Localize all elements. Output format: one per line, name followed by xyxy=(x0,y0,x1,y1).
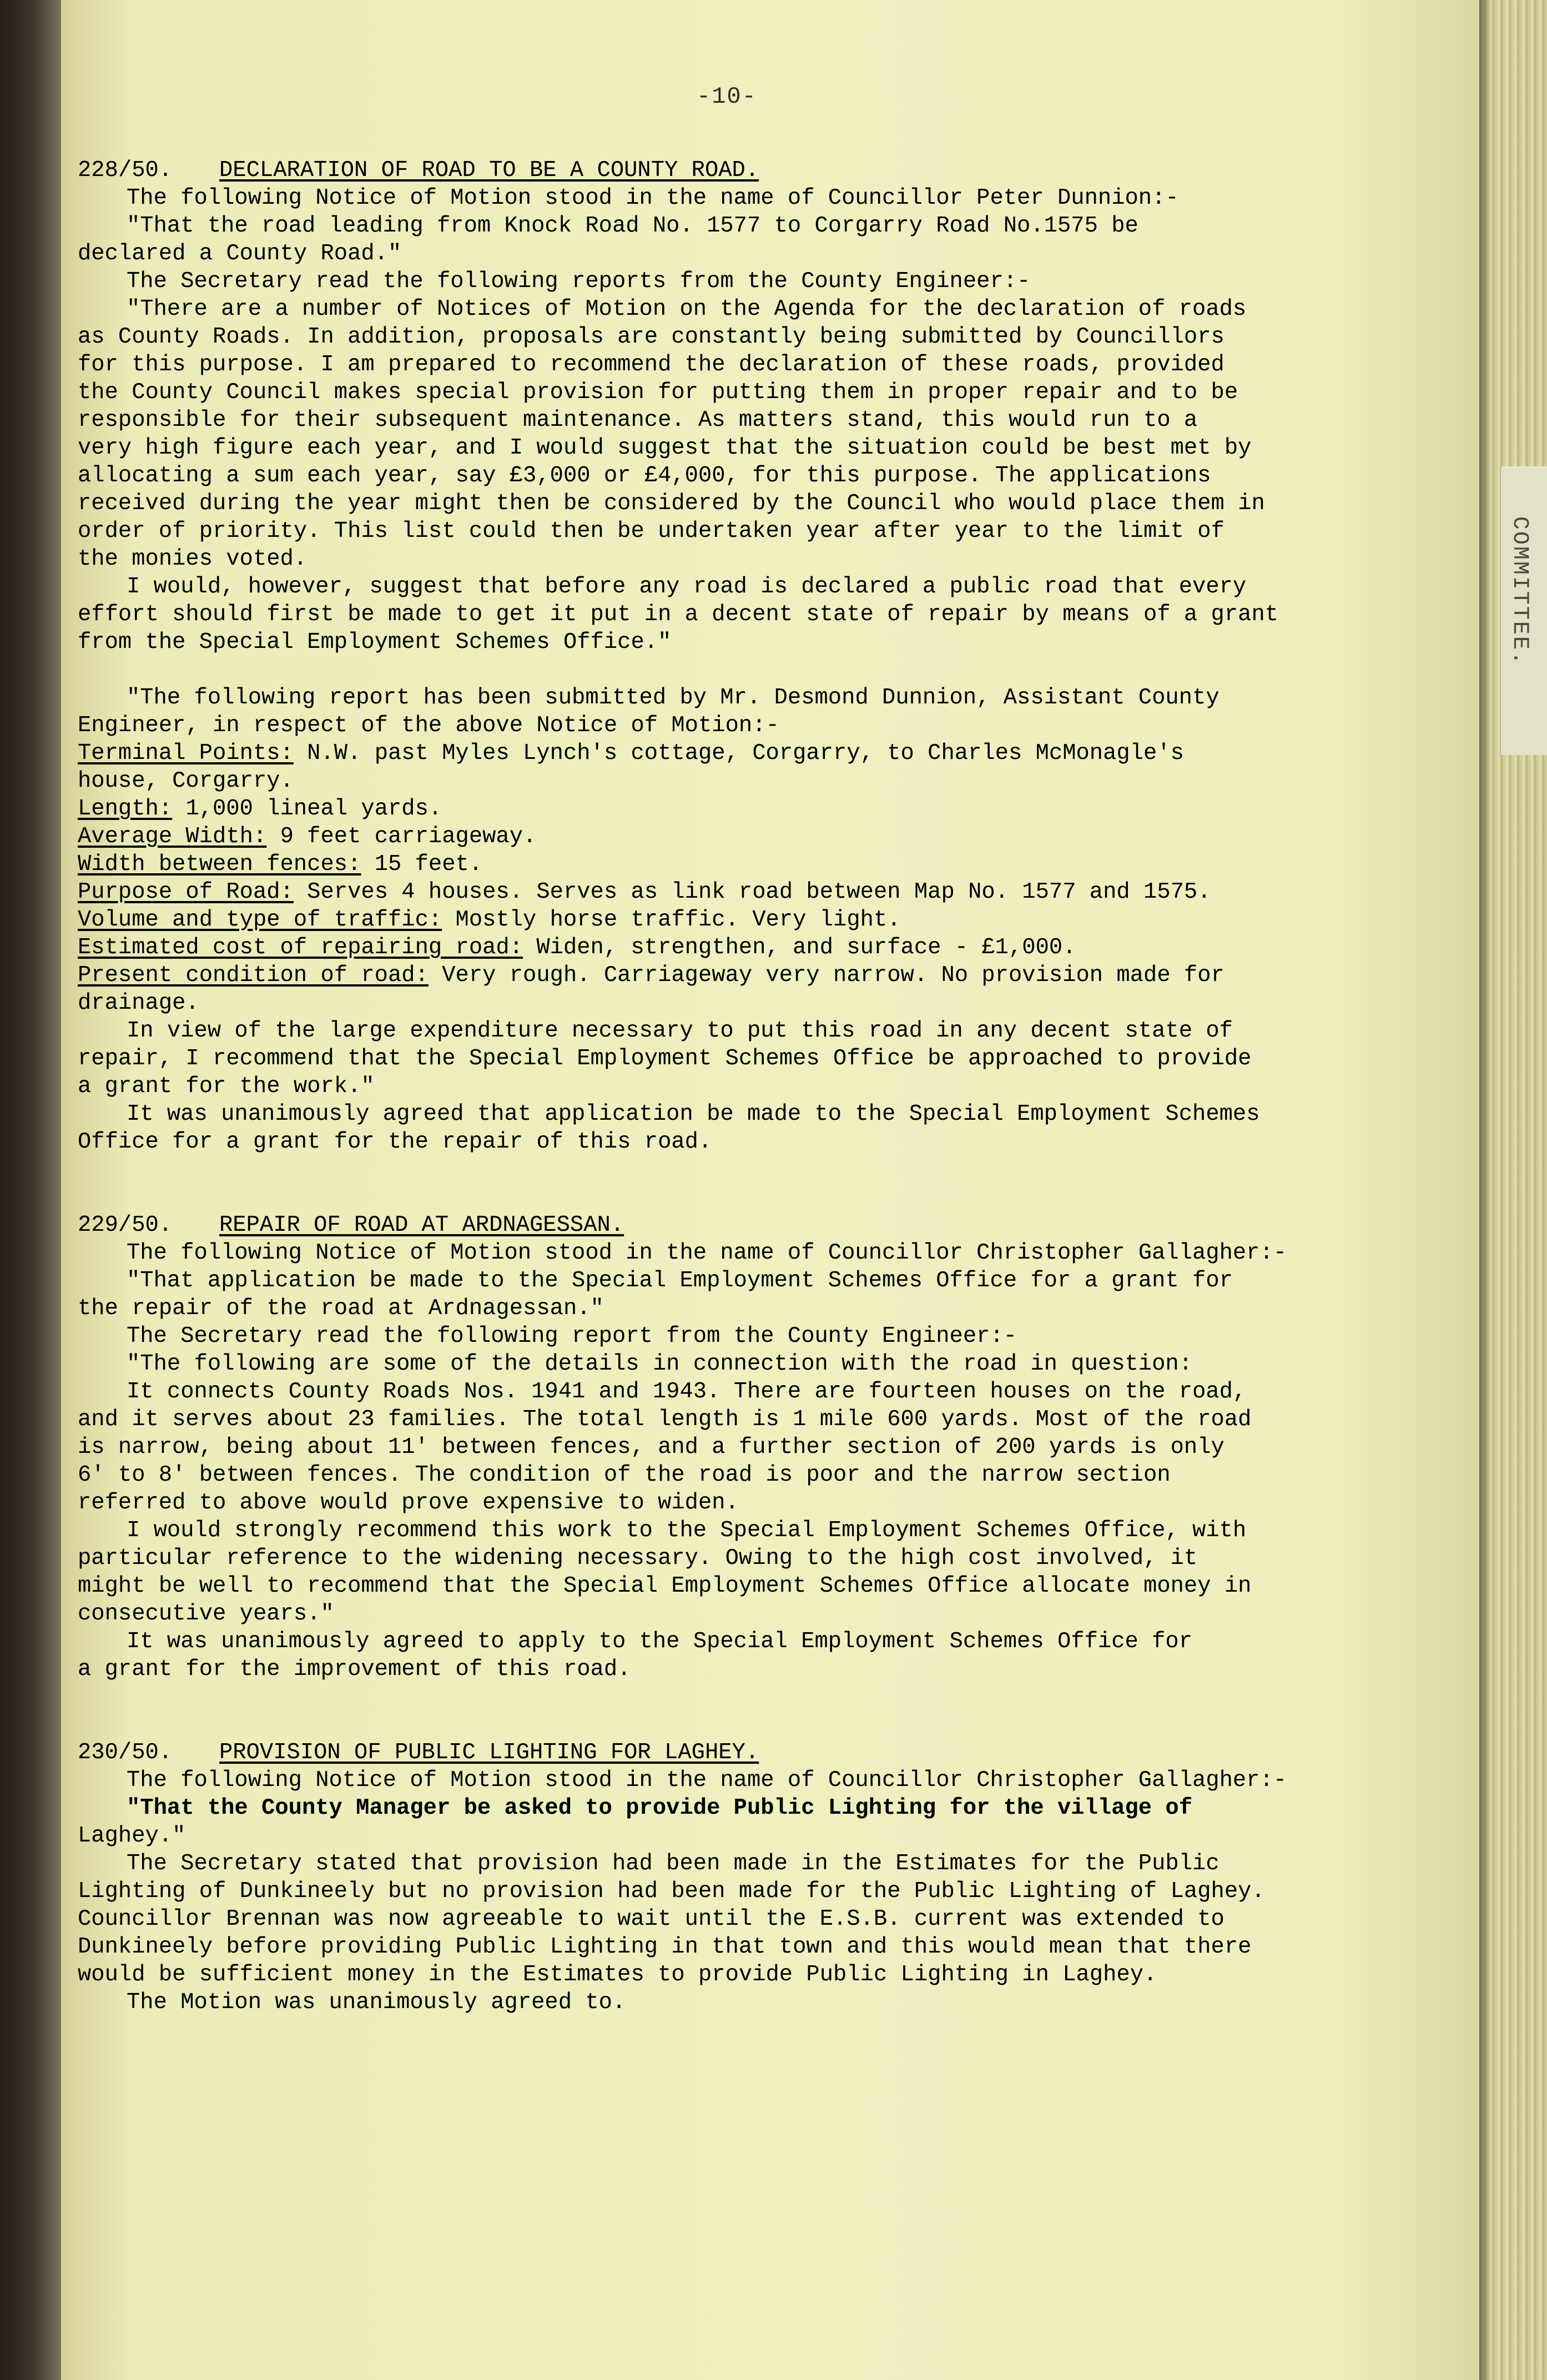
text-line: the County Council makes special provision for putting them in proper repair and to be xyxy=(78,380,1238,405)
text-line: consecutive years." xyxy=(78,1601,334,1627)
section-heading xyxy=(78,157,1304,184)
text-line: allocating a sum each year, say £3,000 or £4,000, for this purpose. The applications xyxy=(78,463,1211,489)
field-label: Purpose of Road: xyxy=(78,879,294,905)
section-heading xyxy=(78,1739,1304,1767)
text-line: a grant for the work." xyxy=(78,1074,375,1099)
section-number: 228/50. xyxy=(78,158,173,183)
text-line: "That the road leading from Knock Road No. 1577 to Corgarry Road No.1575 be xyxy=(127,213,1138,239)
text-line: Councillor Brennan was now agreeable to wait until the E.S.B. current was extended to xyxy=(78,1906,1225,1932)
field-value: house, Corgarry. xyxy=(78,768,294,794)
text-line: In view of the large expenditure necessary to put this road in any decent state of xyxy=(127,1018,1233,1044)
field-value: 15 feet. xyxy=(361,852,483,877)
section-number: 230/50. xyxy=(78,1740,173,1765)
text-line: would be sufficient money in the Estimates to provide Public Lighting in Laghey. xyxy=(78,1962,1157,1987)
field-value: drainage. xyxy=(78,990,199,1016)
section-228 xyxy=(78,157,1304,1156)
text-line: the repair of the road at Ardnagessan." xyxy=(78,1296,604,1321)
text-line: referred to above would prove expensive to widen. xyxy=(78,1490,739,1516)
text-line: It connects County Roads Nos. 1941 and 1943. There are fourteen houses on the road, xyxy=(127,1379,1247,1405)
text-line: very high figure each year, and I would suggest that the situation could be best met by xyxy=(78,435,1252,461)
minutes-content xyxy=(78,157,1304,2016)
section-heading xyxy=(78,1211,1304,1239)
text-line: I would, however, suggest that before any road is declared a public road that every xyxy=(127,574,1247,600)
text-line: is narrow, being about 11' between fences, and a further section of 200 yards is only xyxy=(78,1435,1225,1460)
page-edges xyxy=(1479,0,1547,2380)
field-label: Width between fences: xyxy=(78,852,361,877)
section-230 xyxy=(78,1739,1304,2016)
report-field xyxy=(78,851,1304,878)
report-field xyxy=(78,878,1304,906)
text-line: "There are a number of Notices of Motion on the Agenda for the declaration of roads xyxy=(127,296,1247,322)
text-line: Office for a grant for the repair of this road. xyxy=(78,1129,712,1155)
text-line: for this purpose. I am prepared to recommend the declaration of these roads, provided xyxy=(78,352,1225,378)
section-229 xyxy=(78,1211,1304,1683)
text-line: effort should first be made to get it put in a decent state of repair by means of a grant xyxy=(78,602,1279,627)
text-line: might be well to recommend that the Special Employment Schemes Office allocate money in xyxy=(78,1573,1252,1599)
text-line: It was unanimously agreed that application be made to the Special Employment Schemes xyxy=(127,1101,1260,1127)
text-line: Dunkineely before providing Public Lighting in that town and this would mean that there xyxy=(78,1934,1252,1960)
text-line: The Secretary read the following reports from the County Engineer:- xyxy=(127,269,1031,294)
text-line: "The following report has been submitted by Mr. Desmond Dunnion, Assistant County xyxy=(127,685,1220,711)
text-line: a grant for the improvement of this road. xyxy=(78,1657,631,1682)
text-line: "The following are some of the details in connection with the road in question: xyxy=(127,1351,1193,1377)
text-line: The following Notice of Motion stood in the name of Councillor Christopher Gallagher:- xyxy=(127,1768,1287,1793)
field-value: 9 feet carriageway. xyxy=(266,824,537,849)
text-line: The Motion was unanimously agreed to. xyxy=(127,1990,626,2015)
field-label: Volume and type of traffic: xyxy=(78,907,442,933)
field-value: Very rough. Carriageway very narrow. No provision made for xyxy=(428,963,1225,988)
section-title: DECLARATION OF ROAD TO BE A COUNTY ROAD. xyxy=(219,158,759,183)
text-line: responsible for their subsequent maintenance. As matters stand, this would run to a xyxy=(78,407,1198,433)
field-label: Length: xyxy=(78,796,173,822)
text-line: order of priority. This list could then be undertaken year after year to the limit of xyxy=(78,519,1225,544)
report-field xyxy=(78,934,1304,962)
text-line: The Secretary stated that provision had been made in the Estimates for the Public xyxy=(127,1851,1220,1876)
section-title: REPAIR OF ROAD AT ARDNAGESSAN. xyxy=(219,1212,624,1238)
section-title: PROVISION OF PUBLIC LIGHTING FOR LAGHEY. xyxy=(219,1740,759,1765)
field-value: N.W. past Myles Lynch's cottage, Corgarry, to Charles McMonagle's xyxy=(293,741,1184,766)
text-line: 6' to 8' between fences. The condition of the road is poor and the narrow section xyxy=(78,1462,1171,1488)
text-line: "That application be made to the Special Employment Schemes Office for a grant for xyxy=(127,1268,1233,1294)
text-line: It was unanimously agreed to apply to the Special Employment Schemes Office for xyxy=(127,1629,1193,1654)
report-field xyxy=(78,795,1304,823)
report-field xyxy=(78,962,1304,989)
text-line: Lighting of Dunkineely but no provision had been made for the Public Lighting of Laghey. xyxy=(78,1879,1265,1904)
page-number: -10- xyxy=(697,83,757,110)
text-line: particular reference to the widening necessary. Owing to the high cost involved, it xyxy=(78,1546,1198,1571)
text-line: The following Notice of Motion stood in the name of Councillor Peter Dunnion:- xyxy=(127,185,1179,211)
text-line: as County Roads. In addition, proposals are constantly being submitted by Councillors xyxy=(78,324,1225,350)
report-field xyxy=(78,767,1304,795)
field-label: Estimated cost of repairing road: xyxy=(78,935,523,960)
field-label: Present condition of road: xyxy=(78,963,429,988)
text-line: I would strongly recommend this work to the Special Employment Schemes Office, with xyxy=(127,1518,1247,1543)
report-field xyxy=(78,989,1304,1017)
text-line: declared a County Road." xyxy=(78,241,402,266)
text-line: received during the year might then be considered by the Council who would place them in xyxy=(78,491,1265,516)
field-label: Terminal Points: xyxy=(78,741,294,766)
section-number: 229/50. xyxy=(78,1212,173,1238)
text-line: Engineer, in respect of the above Notice of Motion:- xyxy=(78,713,779,738)
field-value: 1,000 lineal yards. xyxy=(172,796,442,822)
text-line: Laghey." xyxy=(78,1823,186,1849)
report-field xyxy=(78,906,1304,934)
report-field xyxy=(78,739,1304,767)
text-line: "That the County Manager be asked to provide Public Lighting for the village of xyxy=(127,1795,1193,1821)
text-line: the monies voted. xyxy=(78,546,308,572)
text-line: repair, I recommend that the Special Employment Schemes Office be approached to provide xyxy=(78,1046,1252,1071)
text-line: The Secretary read the following report from the County Engineer:- xyxy=(127,1324,1017,1349)
field-value: Mostly horse traffic. Very light. xyxy=(442,907,901,933)
field-value: Serves 4 houses. Serves as link road between Map No. 1577 and 1575. xyxy=(293,879,1211,905)
report-field xyxy=(78,823,1304,851)
field-label: Average Width: xyxy=(78,824,267,849)
text-line: and it serves about 23 families. The total length is 1 mile 600 yards. Most of the road xyxy=(78,1407,1252,1432)
text-line: from the Special Employment Schemes Office." xyxy=(78,630,672,655)
field-value: Widen, strengthen, and surface - £1,000. xyxy=(523,935,1076,960)
book-binding xyxy=(0,0,69,2380)
text-line: The following Notice of Motion stood in the name of Councillor Christopher Gallagher:- xyxy=(127,1240,1287,1266)
index-tab-label: COMMITTEE. xyxy=(1507,516,1532,667)
